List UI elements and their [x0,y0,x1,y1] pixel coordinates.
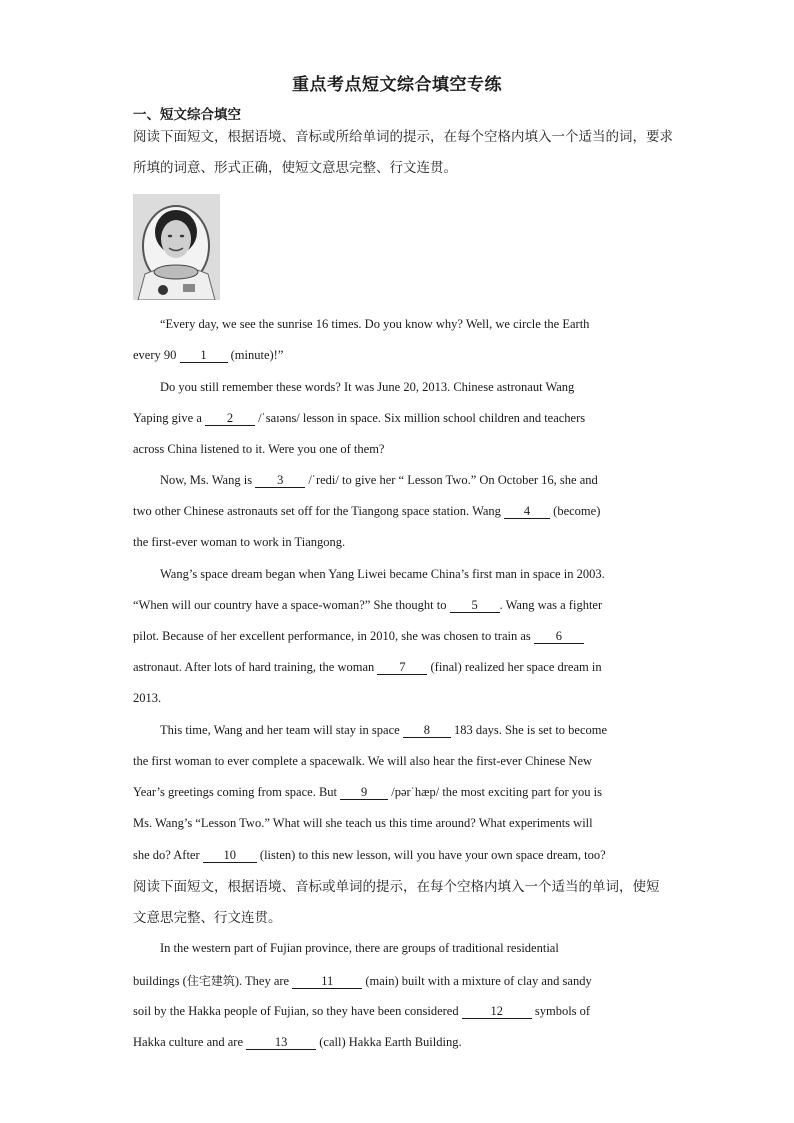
passage1-line: “When will our country have a space-woman?” She thought to 5 . Wang was a fighter [133,598,603,612]
blank-7[interactable]: 7 [377,661,427,675]
passage2-line: soil by the Hakka people of Fujian, so they have been considered 12 symbols of [133,1004,591,1018]
passage2-line: buildings (住宅建筑). They are 11 (main) built with a mixture of clay and sandy [133,974,592,988]
blank-12[interactable]: 12 [462,1005,532,1019]
passage1-line: This time, Wang and her team will stay in space 8 183 days. She is set to become [160,723,608,737]
section-heading: 一、短文综合填空 [133,107,241,123]
instruction-text-2: 阅读下面短文，根据语境、音标或单词的提示，在每个空格内填入一个适当的单词，使短文意思完整、行文连贯。 [133,879,660,926]
passage1-line: two other Chinese astronauts set off for the Tiangong space station. Wang 4 (become) [133,504,601,518]
passage1-line: pilot. Because of her excellent performance, in 2010, she was chosen to train as 6 [133,629,584,644]
passage1-line: she do? After 10 (listen) to this new lesson, will you have your own space dream, too? [133,848,606,862]
passage2-line: In the western part of Fujian province, there are groups of traditional residential [160,941,559,955]
passage1-line: Ms. Wang’s “Lesson Two.” What will she teach us this time around? What experiments will [133,816,593,830]
blank-3[interactable]: 3 [255,474,305,488]
blank-9[interactable]: 9 [340,786,388,800]
blank-6[interactable]: 6 [534,630,584,644]
passage1-line: 2013. [133,691,162,705]
passage2-line: Hakka culture and are 13 (call) Hakka Earth Building. [133,1035,462,1049]
blank-11[interactable]: 11 [292,975,362,989]
passage1-line: “Every day, we see the sunrise 16 times. Do you know why? Well, we circle the Earth [160,317,590,331]
blank-2[interactable]: 2 [205,412,255,426]
instruction-text: 阅读下面短文，根据语境、音标或所给单词的提示，在每个空格内填入一个适当的词，要求所填的词意、形式正确，使短文意思完整、行文连贯。 [133,129,673,176]
blank-4[interactable]: 4 [504,505,550,519]
passage1-line: across China listened to it. Were you one of them? [133,442,385,456]
blank-5[interactable]: 5 [450,599,500,613]
passage1-line: Year’s greetings coming from space. But 9 /pərˈhæp/ the most exciting part for you is [133,785,603,799]
astronaut-photo [133,194,220,300]
blank-1[interactable]: 1 [180,349,228,363]
passage1-line: astronaut. After lots of hard training, the woman 7 (final) realized her space dream in [133,660,602,674]
passage1-line: Now, Ms. Wang is 3 /ˈredi/ to give her “ Lesson Two.” On October 16, she and [160,473,598,487]
page-title: 重点考点短文综合填空专练 [292,75,502,95]
passage1-line: Do you still remember these words? It was June 20, 2013. Chinese astronaut Wang [160,380,575,394]
passage1-line: Wang’s space dream began when Yang Liwei became China’s first man in space in 2003. [160,567,605,581]
blank-13[interactable]: 13 [246,1036,316,1050]
blank-10[interactable]: 10 [203,849,257,863]
passage1-line: every 90 1 (minute)!” [133,348,284,362]
passage1-line: the first woman to ever complete a spacewalk. We will also hear the first-ever Chinese New [133,754,593,768]
passage1-line: Yaping give a 2 /ˈsaɪəns/ lesson in space. Six million school children and teachers [133,411,586,425]
passage1-line: the first-ever woman to work in Tiangong. [133,535,346,549]
blank-8[interactable]: 8 [403,724,451,738]
